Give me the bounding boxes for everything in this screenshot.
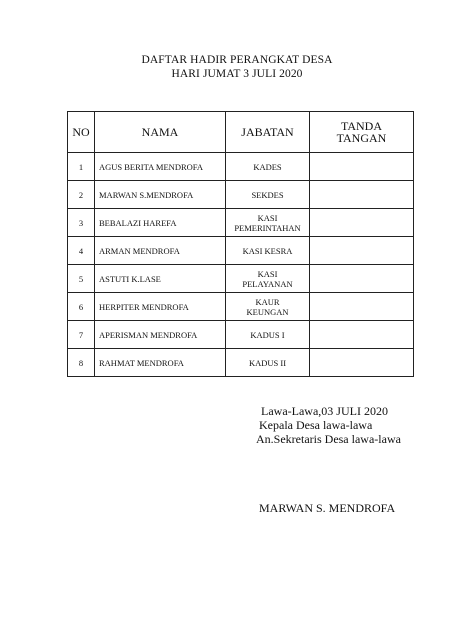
signature-place-date: Lawa-Lawa,03 JULI 2020 — [261, 404, 388, 418]
cell-signature-blank — [310, 181, 414, 209]
header-nama: NAMA — [95, 112, 226, 153]
table-row — [68, 237, 414, 265]
table-row — [68, 153, 414, 181]
cell-nama: APERISMAN MENDROFA — [95, 321, 226, 349]
cell-jabatan — [226, 265, 310, 293]
cell-nama: MARWAN S.MENDROFA — [95, 181, 226, 209]
cell-signature-blank — [310, 265, 414, 293]
cell-nama: AGUS BERITA MENDROFA — [95, 153, 226, 181]
jabatan-line1: KADUS II — [248, 357, 287, 368]
cell-signature-blank — [310, 349, 414, 377]
cell-signature-blank — [310, 153, 414, 181]
jabatan-line1: KASI — [257, 268, 278, 279]
document-title: DAFTAR HADIR PERANGKAT DESA — [141, 54, 333, 66]
jabatan-line1: SEKDES — [251, 189, 284, 200]
table-row — [68, 321, 414, 349]
jabatan-line2: PELAYANAN — [242, 278, 293, 289]
cell-no: 2 — [68, 181, 95, 209]
cell-jabatan — [226, 293, 310, 321]
cell-signature-blank — [310, 237, 414, 265]
jabatan-line2: KEUNGAN — [246, 306, 289, 317]
table-row — [68, 349, 414, 377]
signature-title: Kepala Desa lawa-lawa — [259, 418, 373, 432]
cell-signature-blank — [310, 209, 414, 237]
cell-nama: ASTUTI K.LASE — [95, 265, 226, 293]
table-row — [68, 265, 414, 293]
signature-on-behalf: An.Sekretaris Desa lawa-lawa — [256, 432, 401, 446]
attendance-table — [67, 111, 414, 377]
cell-no: 3 — [68, 209, 95, 237]
cell-jabatan — [226, 209, 310, 237]
cell-no: 1 — [68, 153, 95, 181]
header-tanda-tangan — [310, 112, 414, 153]
cell-signature-blank — [310, 293, 414, 321]
cell-signature-blank — [310, 321, 414, 349]
header-tanda-line2: TANGAN — [336, 131, 387, 145]
jabatan-line1: KADUS I — [250, 329, 285, 340]
table-row — [68, 293, 414, 321]
cell-no: 4 — [68, 237, 95, 265]
cell-no: 8 — [68, 349, 95, 377]
cell-jabatan — [226, 153, 310, 181]
header-no: NO — [68, 112, 95, 153]
cell-nama: ARMAN MENDROFA — [95, 237, 226, 265]
cell-jabatan — [226, 237, 310, 265]
cell-jabatan — [226, 349, 310, 377]
table-header-row — [68, 112, 414, 153]
jabatan-line1: KADES — [253, 161, 282, 172]
cell-jabatan — [226, 181, 310, 209]
cell-nama: HERPITER MENDROFA — [95, 293, 226, 321]
cell-no: 7 — [68, 321, 95, 349]
jabatan-line1: KASI KESRA — [242, 245, 293, 256]
jabatan-line1: KAUR — [255, 296, 280, 307]
signatory-name: MARWAN S. MENDROFA — [259, 501, 396, 515]
cell-nama: RAHMAT MENDROFA — [95, 349, 226, 377]
header-tanda-line1: TANDA — [340, 119, 383, 133]
jabatan-line1: KASI — [257, 212, 278, 223]
header-jabatan: JABATAN — [226, 112, 310, 153]
cell-no: 5 — [68, 265, 95, 293]
document-subtitle-date: HARI JUMAT 3 JULI 2020 — [171, 68, 303, 80]
cell-nama: BEBALAZI HAREFA — [95, 209, 226, 237]
cell-jabatan — [226, 321, 310, 349]
cell-no: 6 — [68, 293, 95, 321]
jabatan-line2: PEMERINTAHAN — [234, 222, 301, 233]
table-row — [68, 181, 414, 209]
table-row — [68, 209, 414, 237]
